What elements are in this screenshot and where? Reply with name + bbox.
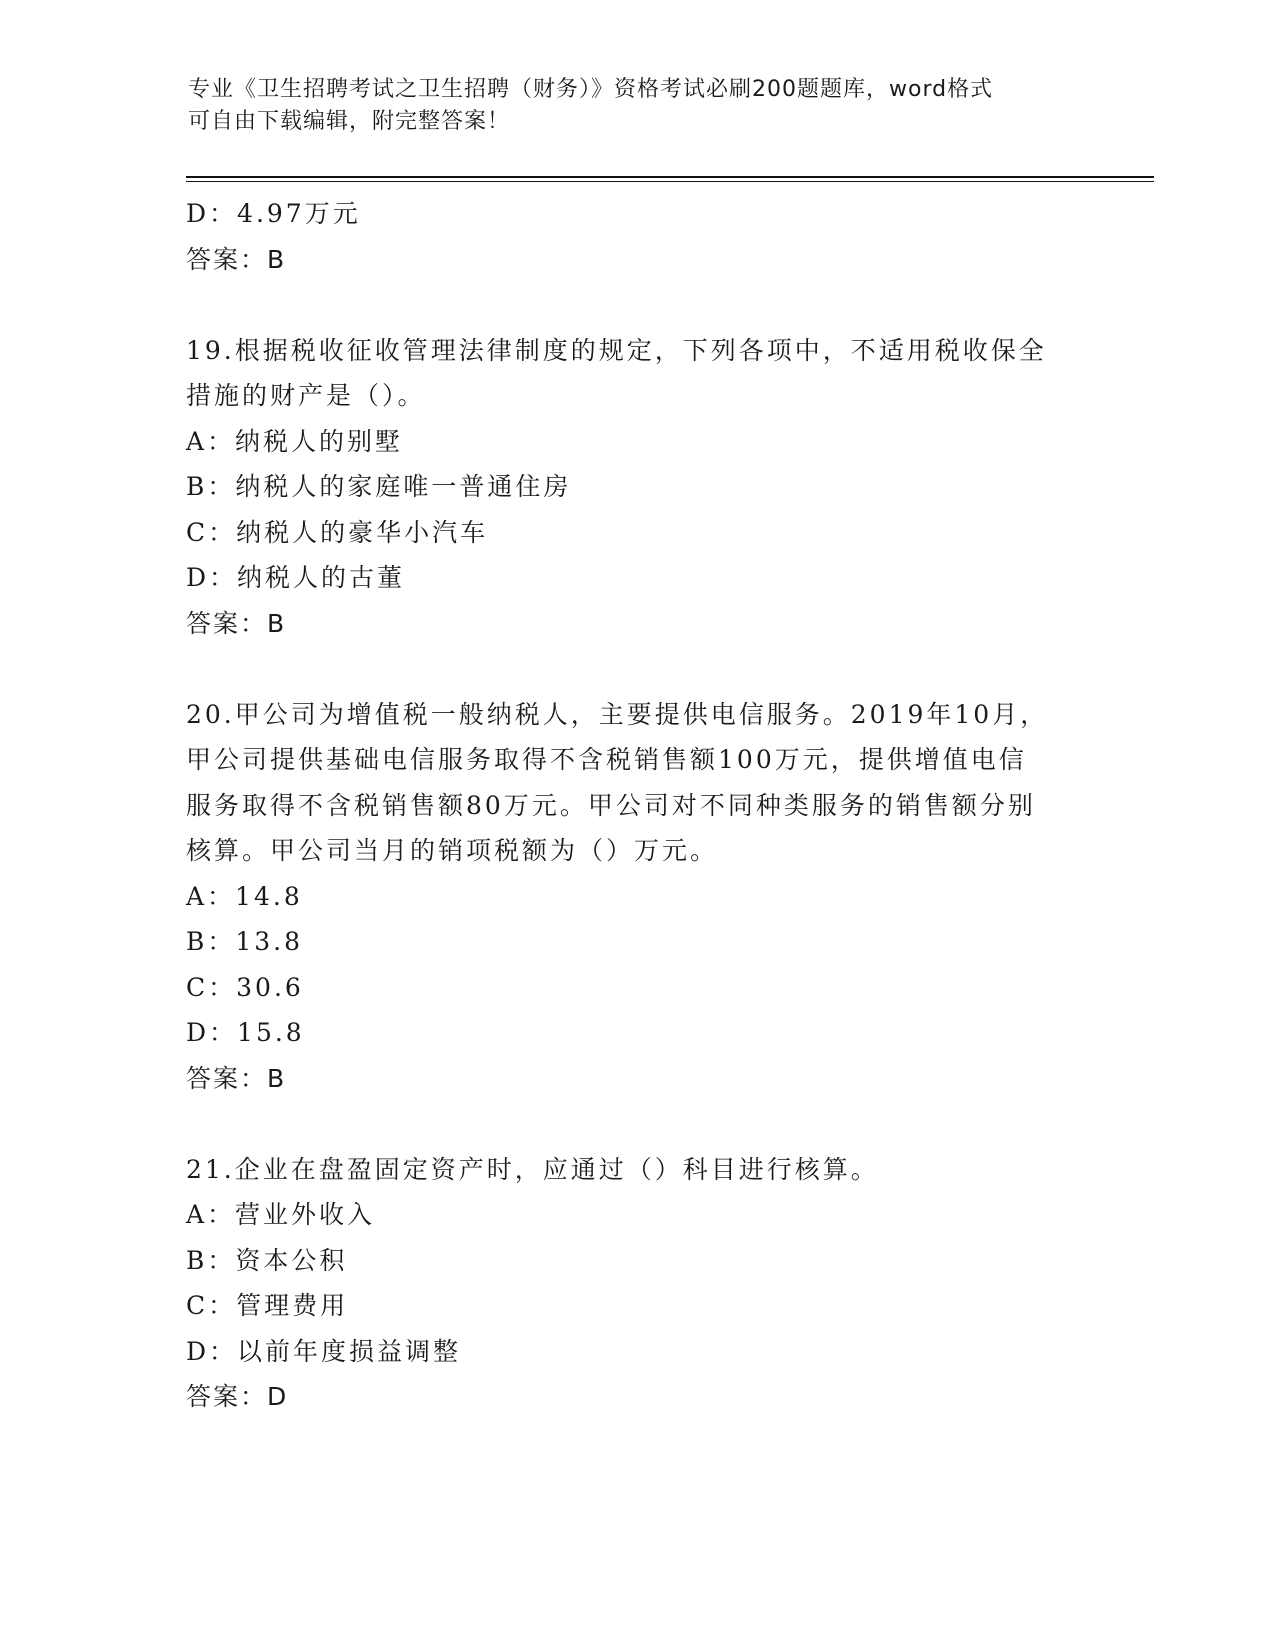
question-21 <box>186 1147 1086 1420</box>
answer-line: 答案：B <box>186 244 287 274</box>
carryover-block <box>186 191 1086 282</box>
option-c: C：管理费用 <box>186 1291 349 1320</box>
spacer <box>186 1101 1086 1147</box>
document-header <box>188 74 1068 138</box>
option-a: A：纳税人的别墅 <box>186 426 404 456</box>
option-d: D：4.97万元 <box>186 199 361 228</box>
question-stem-line: 21.企业在盘盈固定资产时，应通过（）科目进行核算。 <box>186 1154 879 1184</box>
header-line-1: 专业《卫生招聘考试之卫生招聘（财务）》资格考试必刷200题题库，word格式 <box>188 77 994 102</box>
spacer <box>186 646 1086 692</box>
option-b: B：13.8 <box>186 927 304 956</box>
answer-line: 答案：B <box>186 1063 287 1093</box>
question-stem-line: 措施的财产是（）。 <box>186 381 426 410</box>
option-d: D：以前年度损益调整 <box>186 1336 462 1366</box>
spacer <box>186 282 1086 328</box>
option-c: C：纳税人的豪华小汽车 <box>186 517 489 547</box>
question-stem-line: 20.甲公司为增值税一般纳税人，主要提供电信服务。2019年10月， <box>186 699 1049 729</box>
header-line-2: 可自由下载编辑，附完整答案！ <box>188 109 511 134</box>
document-body <box>186 191 1086 1420</box>
answer-line: 答案：B <box>186 608 287 638</box>
question-stem-line: 19.根据税收征收管理法律制度的规定，下列各项中，不适用税收保全 <box>186 335 1047 365</box>
question-20 <box>186 692 1086 1102</box>
option-d: D：纳税人的古董 <box>186 563 406 592</box>
option-c: C：30.6 <box>186 972 304 1002</box>
option-a: A：14.8 <box>186 881 303 911</box>
option-b: B：纳税人的家庭唯一普通住房 <box>186 472 572 501</box>
question-stem-line: 核算。甲公司当月的销项税额为（）万元。 <box>186 836 719 865</box>
question-stem-line: 甲公司提供基础电信服务取得不含税销售额100万元，提供增值电信 <box>186 745 1027 774</box>
header-rule-thin <box>186 181 1154 182</box>
option-b: B：资本公积 <box>186 1245 348 1275</box>
answer-line: 答案：D <box>186 1382 289 1411</box>
option-d: D：15.8 <box>186 1018 305 1047</box>
header-rule-thick <box>186 176 1154 178</box>
option-a: A：营业外收入 <box>186 1200 376 1229</box>
question-19 <box>186 328 1086 647</box>
question-stem-line: 服务取得不含税销售额80万元。甲公司对不同种类服务的销售额分别 <box>186 790 1036 820</box>
